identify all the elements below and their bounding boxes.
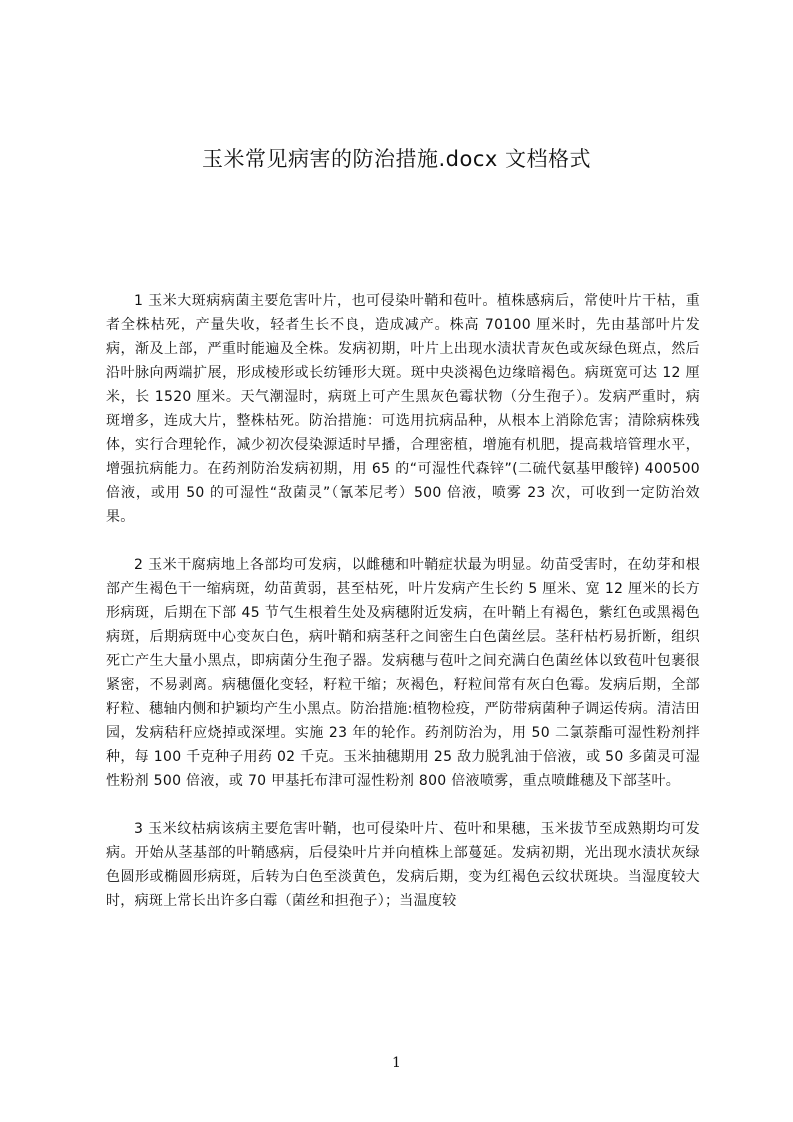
paragraph-northern-leaf-blight: 1 玉米大斑病病菌主要危害叶片，也可侵染叶鞘和苞叶。植株感病后，常使叶片干枯，重者全株枯死，产量失收，轻者生长不良，造成减产。株高 70100 厘米时，先由基部叶片发病，渐及上部，严重时能遍及全株。发病初期，叶片上出现水渍状青灰色或灰绿色斑点，然后沿叶脉向两端扩展，形成棱形或长纺锤形大斑。斑中央淡褐色边缘暗褐色。病斑宽可达 12 厘米，长 1520 厘米。天气潮湿时，病斑上可产生黑灰色霉状物（分生孢子）。发病严重时，病斑增多，连成大片，整株枯死。防治措施：可选用抗病品种，从根本上消除危害；清除病株残体，实行合理轮作，减少初次侵染源适时早播，合理密植，增施有机肥，提高栽培管理水平，增强抗病能力。在药剂防治发病初期，用 65 的“可湿性代森锌”(二硫代氨基甲酸锌) 400500 倍液，或用 50 的可湿性“敌菌灵”（氰苯尼考）500 倍液，喷雾 23 次，可收到一定防治效果。 [106,293,700,525]
paragraph-sheath-blight: 3 玉米纹枯病该病主要危害叶鞘，也可侵染叶片、苞叶和果穗，玉米拔节至成熟期均可发病。开始从茎基部的叶鞘感病，后侵染叶片并向植株上部蔓延。发病初期，光出现水渍状灰绿色圆形或椭圆形病斑，后转为白色至淡黄色，发病后期，变为红褐色云纹状斑块。当湿度较大时，病斑上常长出许多白霉（菌丝和担孢子）；当温度较 [106,821,700,909]
document-body [106,289,700,937]
paragraph-dry-rot: 2 玉米干腐病地上各部均可发病，以雌穗和叶鞘症状最为明显。幼苗受害时，在幼芽和根部产生褐色干一缩病斑，幼苗黄弱，甚至枯死，叶片发病产生长约 5 厘米、宽 12 厘米的长方形病斑，后期在下部 45 节气生根着生处及病穗附近发病，在叶鞘上有褐色，紫红色或黑褐色病斑，后期病斑中心变灰白色，病叶鞘和病茎秆之间密生白色菌丝层。茎秆枯朽易折断，组织死亡产生大量小黑点，即病菌分生孢子器。发病穗与苞叶之间充满白色菌丝体以致苞叶包裹很紧密，不易剥离。病穗僵化变轻，籽粒干缩；灰褐色，籽粒间常有灰白色霉。发病后期，全部籽粒、穗轴内侧和护颖均产生小黑点。防治措施:植物检疫，严防带病菌种子调运传病。清洁田园，发病秸秆应烧掉或深埋。实施 23 年的轮作。药剂防治为，用 50 二氯萘酯可湿性粉剂拌种，每 100 千克种子用药 02 千克。玉米抽穗期用 25 敌力脱乳油于倍液，或 50 多菌灵可湿性粉剂 500 倍液，或 70 甲基托布津可湿性粉剂 800 倍液喷雾，重点喷雌穗及下部茎叶。 [106,557,700,789]
page-number: 1 [392,1055,401,1071]
document-title: 玉米常见病害的防治措施.docx 文档格式 [201,147,591,171]
